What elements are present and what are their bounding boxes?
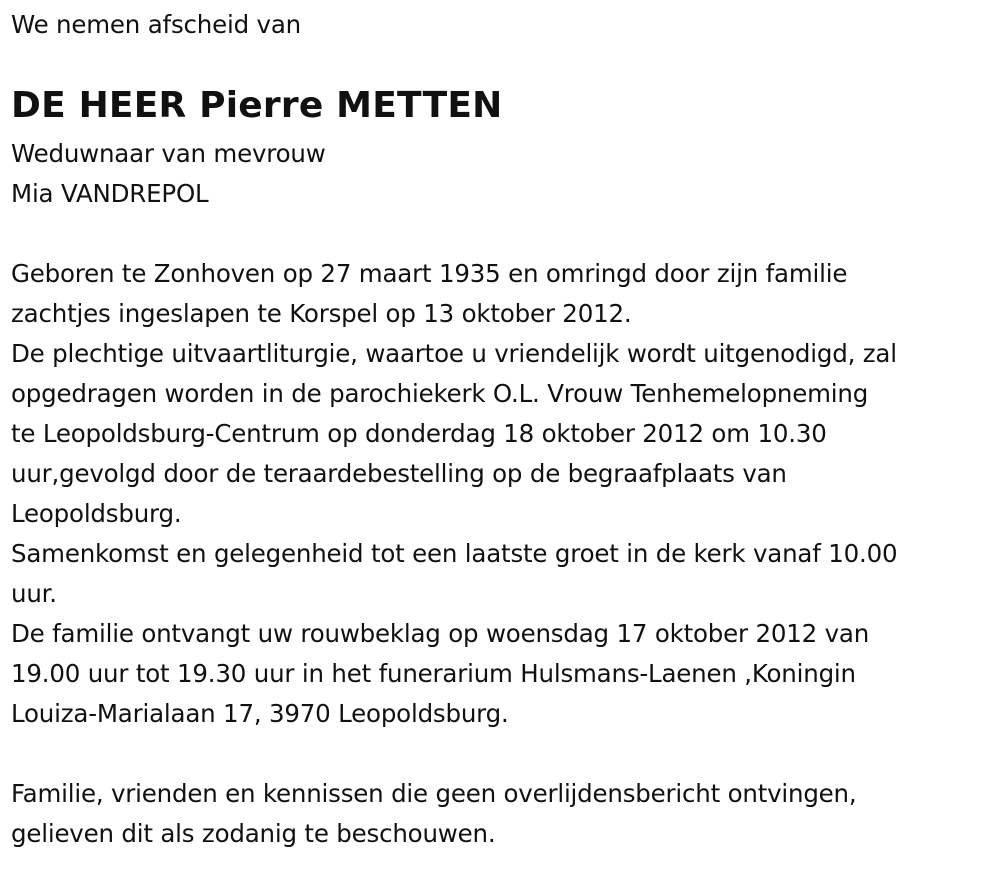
funeral-details: [11, 254, 897, 734]
spouse-block: [11, 134, 326, 214]
details-line: Louiza-Marialaan 17, 3970 Leopoldsburg.: [11, 699, 509, 728]
details-line: Geboren te Zonhoven op 27 maart 1935 en omringd door zijn familie: [11, 259, 848, 288]
details-line: Leopoldsburg.: [11, 499, 182, 528]
intro-text: We nemen afscheid van: [11, 10, 301, 39]
details-line: te Leopoldsburg-Centrum op donderdag 18 oktober 2012 om 10.30: [11, 419, 827, 448]
spouse-line: Weduwnaar van mevrouw: [11, 139, 326, 168]
closing-line: gelieven dit als zodanig te beschouwen.: [11, 819, 496, 848]
details-line: Samenkomst en gelegenheid tot een laatste groet in de kerk vanaf 10.00: [11, 539, 898, 568]
details-line: opgedragen worden in de parochiekerk O.L. Vrouw Tenhemelopneming: [11, 379, 869, 408]
closing-line: Familie, vrienden en kennissen die geen overlijdensbericht ontvingen,: [11, 779, 857, 808]
spouse-line: Mia VANDREPOL: [11, 179, 209, 208]
deceased-name: DE HEER Pierre METTEN: [11, 85, 503, 126]
intro-block: [11, 5, 301, 45]
details-line: De familie ontvangt uw rouwbeklag op woensdag 17 oktober 2012 van: [11, 619, 870, 648]
details-line: uur,gevolgd door de teraardebestelling op de begraafplaats van: [11, 459, 787, 488]
details-line: 19.00 uur tot 19.30 uur in het funerarium Hulsmans-Laenen ,Koningin: [11, 659, 856, 688]
closing-note: [11, 774, 856, 854]
details-line: De plechtige uitvaartliturgie, waartoe u vriendelijk wordt uitgenodigd, zal: [11, 339, 897, 368]
details-line: uur.: [11, 579, 57, 608]
details-line: zachtjes ingeslapen te Korspel op 13 oktober 2012.: [11, 299, 632, 328]
